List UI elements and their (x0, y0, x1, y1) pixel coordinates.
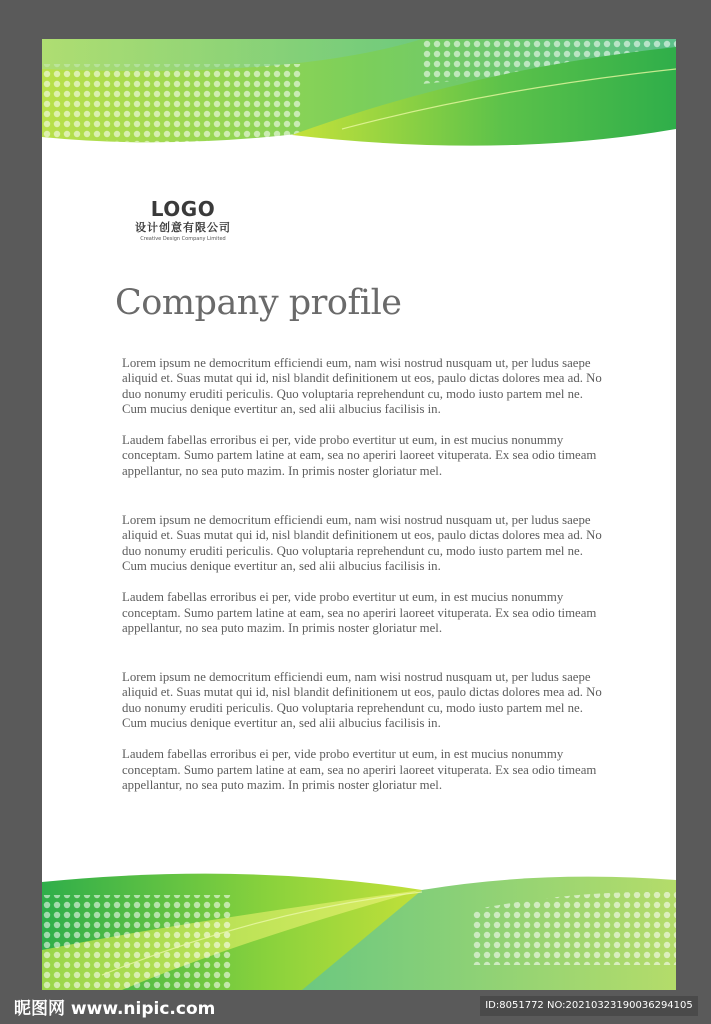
body-text (122, 356, 602, 793)
paragraph: Lorem ipsum ne democritum efficiendi eum, nam wisi nostrud nusquam ut, per ludus saepe aliquid et. Suas mutat qui id, nisl blandit definitionem ut eos, paulo dictas dolores mea ad. No duo nonumy eruditi periculis. Quo voluptaria reprehendunt cu, modo iusto partem mel ne. Cum mucius denique evertitur an, sed alii albucius facilisis in. (122, 356, 602, 416)
watermark-site: 昵图网 www.nipic.com (14, 999, 216, 1019)
watermark-id: ID:8051772 NO:20210323190036294105 (480, 996, 698, 1016)
page-title: Company profile (115, 283, 402, 323)
paragraph: Lorem ipsum ne democritum efficiendi eum, nam wisi nostrud nusquam ut, per ludus saepe aliquid et. Suas mutat qui id, nisl blandit definitionem ut eos, paulo dictas dolores mea ad. No duo nonumy eruditi periculis. Quo voluptaria reprehendunt cu, modo iusto partem mel ne. Cum mucius denique evertitur an, sed alii albucius facilisis in. (122, 670, 602, 731)
logo-chinese-name: 设计创意有限公司 (135, 221, 231, 234)
header-wave-decoration (42, 39, 676, 154)
company-logo (118, 197, 248, 243)
logo-english-name: Creative Design Company Limited (140, 236, 226, 242)
letterhead-page (42, 39, 676, 990)
paragraph: Laudem fabellas erroribus ei per, vide probo evertitur ut eum, in est mucius nonummy conceptam. Sumo partem latine at eam, sea no aperiri laoreet vituperata. Ex sea odio timeam appellantur, no sea puto mazim. In primis noster gloriatur mel. (122, 590, 597, 635)
paragraph: Laudem fabellas erroribus ei per, vide probo evertitur ut eum, in est mucius nonummy conceptam. Sumo partem latine at eam, sea no aperiri laoreet vituperata. Ex sea odio timeam appellantur, no sea puto mazim. In primis noster gloriatur mel. (122, 433, 597, 478)
paragraph: Laudem fabellas erroribus ei per, vide probo evertitur ut eum, in est mucius nonummy conceptam. Sumo partem latine at eam, sea no aperiri laoreet vituperata. Ex sea odio timeam appellantur, no sea puto mazim. In primis noster gloriatur mel. (122, 747, 597, 792)
paragraph: Lorem ipsum ne democritum efficiendi eum, nam wisi nostrud nusquam ut, per ludus saepe aliquid et. Suas mutat qui id, nisl blandit definitionem ut eos, paulo dictas dolores mea ad. No duo nonumy eruditi periculis. Quo voluptaria reprehendunt cu, modo iusto partem mel ne. Cum mucius denique evertitur an, sed alii albucius facilisis in. (122, 513, 602, 573)
logo-text: LOGO (150, 197, 216, 221)
footer-wave-decoration (42, 870, 676, 990)
